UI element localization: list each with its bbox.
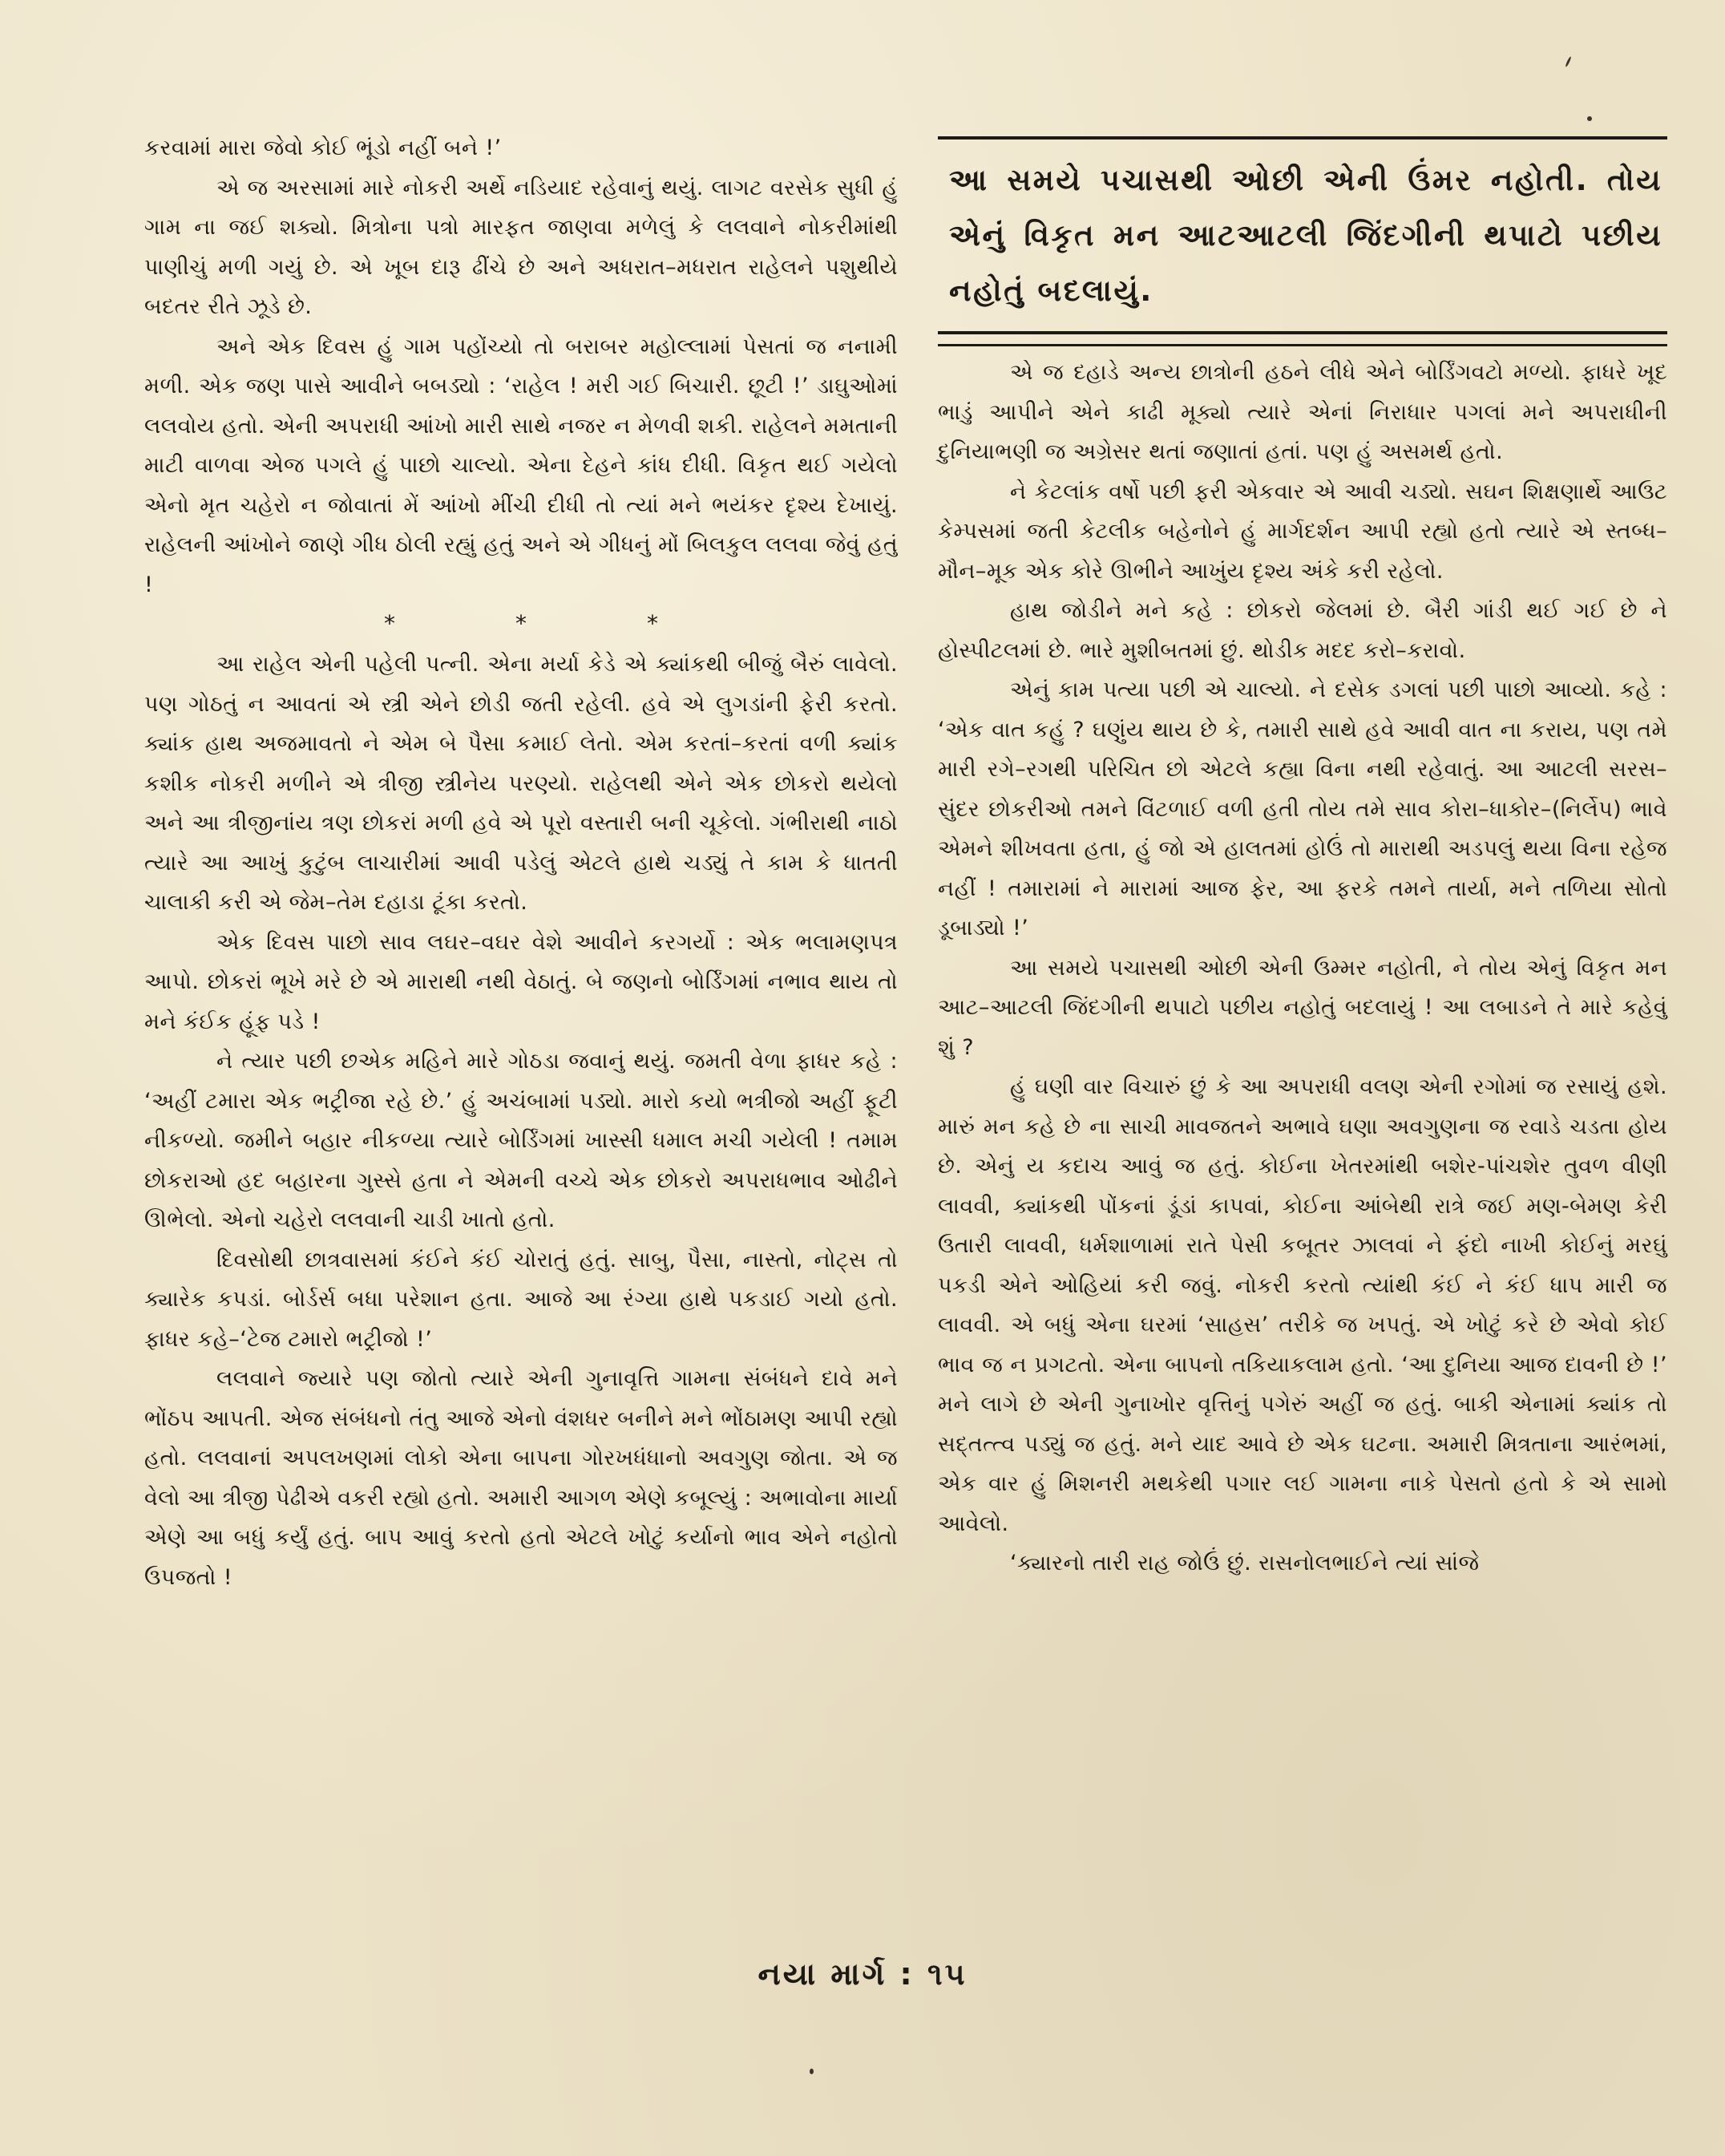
- section-break: [144, 606, 898, 641]
- left-paragraph-2: એ જ અરસામાં મારે નોકરી અર્થે નડિયાદ રહેવાનું થયું. લાગટ વરસેક સુધી હું ગામ ના જઈ શક્યો. મિત્રોના પત્રો મારફત જાણવા મળેલું કે લલવાને નોકરીમાંથી પાણીચું મળી ગયું છે. એ ખૂબ દારૂ ઢીંચે છે અને અધરાત–મધરાત રાહેલને પશુથીયે બદતર રીતે ઝૂડે છે.: [144, 175, 898, 319]
- section-break-star: *: [384, 610, 395, 637]
- section-break-star: *: [515, 610, 527, 637]
- left-column: [144, 128, 898, 1597]
- page-footer: નયા માર્ગ : ૧૫: [757, 1956, 968, 1992]
- left-paragraph-1: કરવામાં મારા જેવો કોઈ ભૂંડો નહીં બને !’: [144, 136, 502, 160]
- right-paragraph-6: હું ઘણી વાર વિચારું છું કે આ અપરાધી વલણ એની રગોમાં જ રસાયું હશે. મારું મન કહે છે ના સાચી માવજતને અભાવે ઘણા અવગુણના જ રવાડે ચડતા હોય છે. એનું ય કદાચ આવું જ હતું. કોઈના ખેતરમાંથી બશેર-પાંચશેર તુવળ વીણી લાવવી, ક્યાંકથી પોંકનાં ડૂંડાં કાપવાં, કોઈના આંબેથી રાત્રે જઈ મણ-બેમણ કેરી ઉતારી લાવવી, ધર્મશાળામાં રાતે પેસી કબૂતર ઝાલવાં ને ફંદો નાખી કોઈનું મરઘું પકડી એને ઓહિયાં કરી જવું. નોકરી કરતો ત્યાંથી કંઈ ને કંઈ ધાપ મારી જ લાવવી. એ બધું એના ઘરમાં ‘સાહસ’ તરીકે જ ખપતું. એ ખોટું કરે છે એવો કોઈ ભાવ જ ન પ્રગટતો. એના બાપનો તકિયાકલામ હતો. ‘આ દુનિયા આજ દાવની છે !’ મને લાગે છે એની ગુનાખોર વૃત્તિનું પગેરું અહીં જ હતું. બાકી એનામાં ક્યાંક તો સદ્તત્ત્વ પડ્યું જ હતું. મને યાદ આવે છે એક ઘટના. અમારી મિત્રતાના આરંભમાં, એક વાર હું મિશનરી મથકેથી પગાર લઈ ગામના નાકે પેસતો હતો કે એ સામો આવેલો.: [938, 1074, 1667, 1536]
- left-paragraph-8: લલવાને જ્યારે પણ જોતો ત્યારે એની ગુનાવૃત્તિ ગામના સંબંધને દાવે મને ભોંઠપ આપતી. એજ સંબંધનો તંતુ આજે એનો વંશધર બનીને મને ભોંઠામણ આપી રહ્યો હતો. લલવાનાં અપલખણમાં લોકો એના બાપના ગોરખધંધાનો અવગુણ જોતા. એ જ વેલો આ ત્રીજી પેઢીએ વકરી રહ્યો હતો. અમારી આગળ એણે કબૂલ્યું : અભાવોના માર્યા એણે આ બધું કર્યું હતું. બાપ આવું કરતો હતો એટલે ખોટું કર્યાનો ભાવ એને નહોતો ઉપજતો !: [144, 1366, 898, 1590]
- pull-quote-box: [938, 136, 1667, 334]
- paper-speck: [1587, 116, 1592, 121]
- divider: [938, 344, 1667, 346]
- left-paragraph-5: એક દિવસ પાછો સાવ લઘર–વઘર વેશે આવીને કરગર્યો : એક ભલામણપત્ર આપો. છોકરાં ભૂખે મરે છે એ મારાથી નથી વેઠાતું. બે જણનો બોર્ડિંગમાં નભાવ થાય તો મને કંઈક હૂંફ પડે !: [144, 929, 898, 1034]
- left-paragraph-3: અને એક દિવસ હું ગામ પહોંચ્યો તો બરાબર મહોલ્લામાં પેસતાં જ નનામી મળી. એક જણ પાસે આવીને બબડ્યો : ‘રાહેલ ! મરી ગઈ બિચારી. છૂટી !’ ડાઘુઓમાં લલવોય હતો. એની અપરાધી આંખો મારી સાથે નજર ન મેળવી શકી. રાહેલને મમતાની માટી વાળવા એજ પગલે હું પાછો ચાલ્યો. એના દેહને કાંધ દીધી. વિકૃત થઈ ગયેલો એનો મૃત ચહેરો ન જોવાતાં મેં આંખો મીંચી દીધી તો ત્યાં મને ભયંકર દૃશ્ય દેખાયું. રાહેલની આંખોને જાણે ગીધ ઠોલી રહ્યું હતું અને એ ગીધનું મોં બિલકુલ લલવા જેવું હતું !: [144, 334, 898, 597]
- right-paragraph-2: ને કેટલાંક વર્ષો પછી ફરી એકવાર એ આવી ચડ્યો. સઘન શિક્ષણાર્થે આઉટ કેમ્પસમાં જતી કેટલીક બહેનોને હું માર્ગદર્શન આપી રહ્યો હતો ત્યારે એ સ્તબ્ધ–મૌન–મૂક એક કોરે ઊભીને આખુંય દૃશ્ય અંકે કરી રહેલો.: [938, 479, 1667, 584]
- paper-speck: [1565, 56, 1572, 67]
- right-paragraph-3: હાથ જોડીને મને કહે : છોકરો જેલમાં છે. બૈરી ગાંડી થઈ ગઈ છે ને હોસ્પીટલમાં છે. ભારે મુશીબતમાં છું. થોડીક મદદ કરો–કરાવો.: [938, 598, 1667, 663]
- pull-quote: આ સમયે પચાસથી ઓછી એની ઉંમર નહોતી. તોય એનું વિકૃત મન આટઆટલી જિંદગીની થપાટો પછીય નહોતું બદલાયું.: [949, 163, 1662, 308]
- right-paragraph-4: એનું કામ પત્યા પછી એ ચાલ્યો. ને દસેક ડગલાં પછી પાછો આવ્યો. કહે : ‘એક વાત કહું ? ઘણુંય થાય છે કે, તમારી સાથે હવે આવી વાત ના કરાય, પણ તમે મારી રગે–રગથી પરિચિત છો એટલે કહ્યા વિના નથી રહેવાતું. આ આટલી સરસ–સુંદર છોકરીઓ તમને વિંટળાઈ વળી હતી તોય તમે સાવ કોરા–ધાકોર–(નિર્લેપ) ભાવે એમને શીખવતા હતા, હું જો એ હાલતમાં હોઉં તો મારાથી અડપલું થયા વિના રહેજ નહીં ! તમારામાં ને મારામાં આજ ફેર, આ ફરકે તમને તાર્યા, મને તળિયા સોતો ડૂબાડ્યો !’: [938, 678, 1667, 940]
- section-break-star: *: [647, 610, 658, 637]
- paper-speck: [810, 2069, 814, 2074]
- left-paragraph-4: આ રાહેલ એની પહેલી પત્ની. એના મર્યા કેડે એ ક્યાંકથી બીજું બૈરું લાવેલો. પણ ગોઠતું ન આવતાં એ સ્ત્રી એને છોડી જતી રહેલી. હવે એ લુગડાંની ફેરી કરતો. ક્યાંક હાથ અજમાવતો ને એમ બે પૈસા કમાઈ લેતો. એમ કરતાં–કરતાં વળી ક્યાંક કશીક નોકરી મળીને એ ત્રીજી સ્ત્રીનેય પરણ્યો. રાહેલથી એને એક છોકરો થયેલો અને આ ત્રીજીનાંય ત્રણ છોકરાં મળી હવે એ પૂરો વસ્તારી બની ચૂકેલો. ગંભીરાથી નાઠો ત્યારે આ આખું કુટુંબ લાચારીમાં આવી પડેલું એટલે હાથે ચડ્યું તે કામ કે ધાતતી ચાલાકી કરી એ જેમ–તેમ દહાડા ટૂંકા કરતો.: [144, 652, 898, 915]
- right-paragraph-5: આ સમયે પચાસથી ઓછી એની ઉમ્મર નહોતી, ને તોય એનું વિકૃત મન આટ–આટલી જિંદગીની થપાટો પછીય નહોતું બદલાયું ! આ લબાડને તે મારે કહેવું શું ?: [938, 955, 1667, 1060]
- right-paragraph-7: ‘ક્યારનો તારી રાહ જોઉં છું. રાસનોલભાઈને ત્યાં સાંજે: [1010, 1551, 1480, 1576]
- left-paragraph-6: ને ત્યાર પછી છએક મહિને મારે ગોઠડા જવાનું થયું. જમતી વેળા ફાધર કહે : ‘અહીં ટમારા એક ભટ્રીજા રહે છે.’ હું અચંબામાં પડ્યો. મારો કયો ભત્રીજો અહીં ફૂટી નીકળ્યો. જમીને બહાર નીકળ્યા ત્યારે બોર્ડિંગમાં ખાસ્સી ધમાલ મચી ગયેલી ! તમામ છોકરાઓ હદ બહારના ગુસ્સે હતા ને એમની વચ્ચે એક છોકરો અપરાધભાવ ઓઢીને ઊભેલો. એનો ચહેરો લલવાની ચાડી ખાતો હતો.: [144, 1049, 898, 1232]
- right-column: [938, 136, 1667, 1584]
- left-paragraph-7: દિવસોથી છાત્રવાસમાં કંઈને કંઈ ચોરાતું હતું. સાબુ, પૈસા, નાસ્તો, નોટ્સ તો ક્યારેક કપડાં. બોર્ડર્સ બધા પરેશાન હતા. આજે આ રંગ્યા હાથે પકડાઈ ગયો હતો. ફાધર કહે–‘ટેજ ટમારો ભટ્રીજો !’: [144, 1247, 898, 1352]
- right-paragraph-1: એ જ દહાડે અન્ય છાત્રોની હઠને લીધે એને બોર્ડિંગવટો મળ્યો. ફાધરે ખૂદ ભાડું આપીને એને કાઢી મૂક્યો ત્યારે એનાં નિરાધાર પગલાં મને અપરાધીની દુનિયાભણી જ અગ્રેસર થતાં જણાતાં હતાં. પણ હું અસમર્થ હતો.: [938, 360, 1667, 464]
